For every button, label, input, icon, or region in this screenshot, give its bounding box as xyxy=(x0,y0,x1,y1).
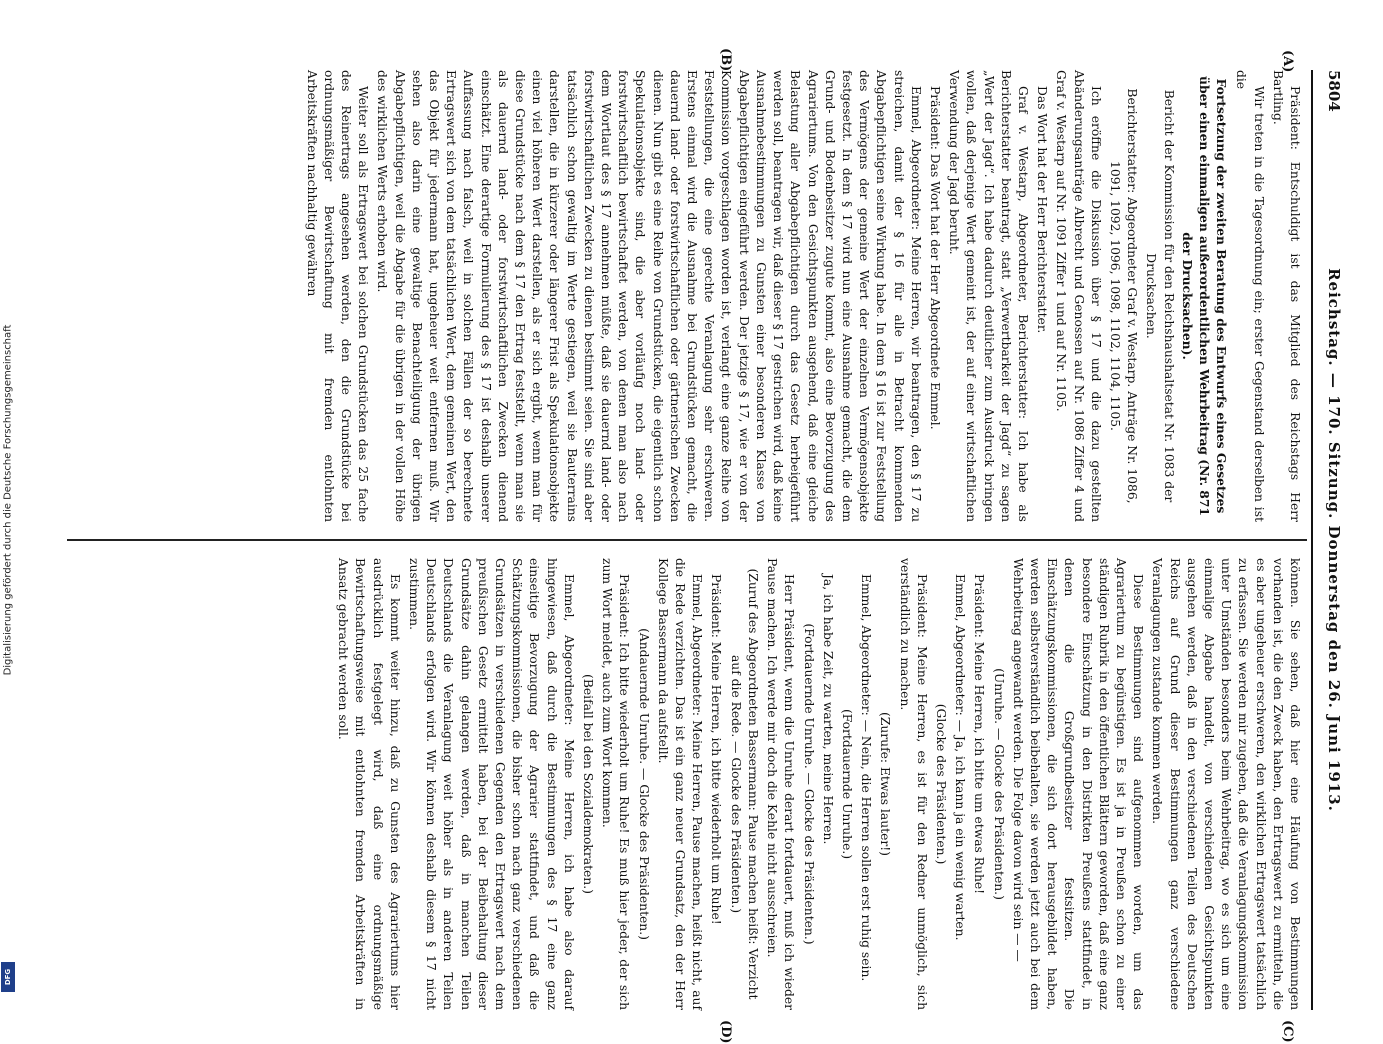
column-divider xyxy=(67,539,1307,541)
right-column xyxy=(332,558,1303,1010)
margin-mark-d: (D) xyxy=(718,1020,733,1044)
interjection: (Beifall bei den Sozialdemokraten.) xyxy=(581,674,596,894)
margin-mark-c: (C) xyxy=(1280,1020,1295,1043)
interjection: (Glocke des Präsidenten.) xyxy=(933,703,948,865)
paragraph: Weiter soll als Ertragswert bei solchen Grundstücken das 25 fache des Reinertrags angesehen werden, den die Grundstücke bei ordnungsmäßiger Bewirtschaftung mit fremden entlohnten Arbeitskräften nachhaltig gewähren xyxy=(304,70,371,522)
paragraph: Berichterstatter: Abgeordneter Graf v. Westarp. Anträge Nr. 1086, 1091, 1092, 1096, 1098, 1102, 1104, 1105. xyxy=(1107,88,1140,504)
running-title: Reichstag. — 170. Sitzung. Donnerstag den 26. Juni 1913. xyxy=(1325,268,1343,812)
paragraph: Präsident: Meine Herren, ich bitte wiederholt um Ruhe! xyxy=(709,574,724,925)
paragraph: Wir treten in die Tagesordnung ein; erster Gegenstand derselben ist die xyxy=(1234,70,1266,522)
interjection: (Unruhe. — Glocke des Präsidenten.) xyxy=(991,668,1006,900)
margin-mark-b: (B) xyxy=(718,48,733,72)
paragraph: Diese Bestimmungen sind aufgenommen worden, um das Agrariertum zu begünstigen. Es ist ja in Preußen schon zu einer ständigen Rubrik in den öffentlichen Blättern geworden, daß eine ganz besondere Einschätzung in den Distrikten Preußens stattfindet, in denen die Großgrundbesitzer festsitzen. Die Einschätzungskommissionen, die sich dort herausgebildet haben, werden selbstverständlich beibehalten, sie werden jetzt auch bei dem Wehrbeitrag angewandt werden. Die Folge davon wird sein — — xyxy=(1010,558,1146,1010)
digitization-strip xyxy=(0,0,16,1000)
paragraph: Präsident: Meine Herren, ich bitte um etwas Ruhe! xyxy=(972,574,987,895)
margin-mark-a: (A) xyxy=(1280,50,1295,73)
paragraph: Emmel, Abgeordneter: Meine Herren, Pause machen, heißt nicht, auf die Rede verzichten. Das ist ein ganz neuer Grundsatz, den der Herr Kollege Bassermann da aufstellt. xyxy=(655,558,705,1010)
paragraph: Es kommt weiter hinzu, daß zu Gunsten des Agrariertums hier ausdrücklich festgelegt wird, daß eine ordnungsmäßige Bewirtschaftungsweise mit entlohnten fremden Arbeitskräften in Ansatz gebracht werden soll. xyxy=(336,558,402,1010)
paragraph: Ja, ich habe Zeit, zu warten, meine Herren. xyxy=(820,574,835,845)
paragraph: Bericht der Kommission für den Reichshaushaltsetat Nr. 1083 der Drucksachen. xyxy=(1144,89,1176,503)
paragraph: Emmel, Abgeordneter: Meine Herren, ich habe also darauf hingewiesen, daß durch die Bestimmungen des § 17 eine ganz einseitige Bevorzugung der Agrarier stattfindet, und daß die Schätzungskommissionen, die bisher schon nach ganz verschiedenen Grundsätzen in verschiedenen Gegenden den Ertragswert nach dem preußischen Gesetz ermittelt haben, bei der Beibehaltung dieser Grundsätze dahin gelangen werden, daß in manchen Teilen Deutschlands die Veranlagung weit höher als in anderen Teilen Deutschlands erfolgen wird. Wir können deshalb diesem § 17 nicht zustimmen. xyxy=(407,558,576,1010)
agenda-item: Fortsetzung der zweiten Beratung des Entwurfs eines Gesetzes über einen einmaligen außerordentlichen Wehrbeitrag (Nr. 871 der Drucksachen). xyxy=(1179,76,1230,516)
paragraph: Graf v. Westarp, Abgeordneter, Berichterstatter: Ich habe als Berichterstatter beantragt, statt „Verwertbarkeit der Jagd“ zu sagen „Wert der Jagd“. Ich habe dadurch deutlicher zum Ausdruck bringen wollen, daß derjenige Wert gemeint ist, der auf einer wirtschaftlichen Verwendung der Jagd beruht. xyxy=(947,70,1030,522)
interjection: (Fortdauernde Unruhe.) xyxy=(839,708,854,860)
dfg-logo: DFG xyxy=(1,962,15,992)
interjection: (Andauernde Unruhe. — Glocke des Präsidenten.) xyxy=(636,628,651,940)
paragraph: können. Sie sehen, daß hier eine Häufung von Bestimmungen vorhanden ist, die den Zweck haben, den Ertragswert zu ermitteln, die es aber ungeheuer erschweren, den wirklichen Ertragswert tatsächlich zu erfassen. Sie werden mir zugeben, daß die Veranlagungskommission unter Umständen besonders beim Wehrbeitrag, wo es sich um eine einmalige Abgabe handelt, von verschiedenen Gesichtspunkten ausgehen werden, daß in den verschiedenen Teilen des Deutschen Reichs auf Grund dieser Bestimmungen ganz verschiedene Veranlagungen zustande kommen werden. xyxy=(1150,558,1302,1010)
page-header xyxy=(1311,70,1353,1010)
paragraph: Präsident: Ich bitte wiederholt um Ruhe! Es muß hier jeder, der sich zum Wort meldet, auch zum Wort kommen. xyxy=(600,558,632,1010)
paragraph: Präsident: Das Wort hat der Herr Abgeordnete Emmel. xyxy=(927,86,942,430)
page-number: 5804 xyxy=(1325,70,1343,112)
paragraph: Präsident: Meine Herren, es ist für den Redner unmöglich, sich verständlich zu machen. xyxy=(897,558,929,1010)
paragraph: Ich eröffne die Diskussion über § 17 und die dazu gestellten Abänderungsanträge Albrecht und Genossen auf Nr. 1086 Ziffer 4 und Graf v. Westarp auf Nr. 1091 Ziffer 1 und auf Nr. 1105. xyxy=(1054,70,1103,522)
interjection: (Zurufe: Etwas lauter!) xyxy=(878,712,893,856)
paragraph: Herr Präsident, wenn die Unruhe derart fortdauert, muß ich wieder Pause machen. Ich werde mir doch die Kehle nicht ausschreien. xyxy=(765,558,797,1010)
interjection: (Zuruf des Abgeordneten Bassermann: Pause machen heißt: Verzicht auf die Rede. — Glocke des Präsidenten.) xyxy=(728,568,760,1000)
digitization-credit: Digitalisierung gefördert durch die Deutsche Forschungsgemeinschaft xyxy=(2,324,14,676)
paragraph: Das Wort hat der Herr Berichterstatter. xyxy=(1035,86,1050,334)
left-column xyxy=(300,70,1303,522)
paragraph: Emmel, Abgeordneter: — Ja, ich kann ja ein wenig warten. xyxy=(953,574,968,941)
rotated-page xyxy=(63,48,1353,1044)
interjection: (Fortdauernde Unruhe. — Glocke des Präsidenten.) xyxy=(801,623,816,945)
paragraph: Emmel, Abgeordneter: — Nein, die Herren sollen erst ruhig sein. xyxy=(859,574,874,982)
paragraph: Präsident: Entschuldigt ist das Mitglied des Reichstags Herr Bartling. xyxy=(1270,70,1302,522)
paragraph: Emmel, Abgeordneter: Meine Herren, wir beantragen, den § 17 zu streichen, damit der § 16 für alle in Betracht kommenden Abgabepflichtigen seine Wirkung habe. In dem § 16 ist zur Feststellung des Vermögens der gemeine Wert der einzelnen Vermögensobjekte festgesetzt. In dem § 17 wird nun eine Ausnahme gemacht, die dem Grund- und Bodenbesitzer zugute kommt, also eine Bevorzugung des Agrariertums. Von den Gesichtspunkten ausgehend, daß eine gleiche Belastung aller Abgabepflichtigen durch das Gesetz herbeigeführt werden soll, beantragen wir, daß dieser § 17 gestrichen wird, daß keine Ausnahmebestimmungen zu Gunsten einer besonderen Klasse von Abgabepflichtigen eingeführt werden. Der jetzige § 17, wie er von der Kommission vorgeschlagen worden ist, verlangt eine ganze Reihe von Feststellungen, die eine gerechte Veranlagung sehr erschweren. Erstens einmal wird die Ausnahme bei Grundstücken gemacht, die dauernd land- oder forstwirtschaftlichen oder gärtnerischen Zwecken dienen. Nun gibt es eine Reihe von Grundstücken, die eigentlich schon Spekulationsobjekte sind, die aber vorläufig noch land- oder forstwirtschaftlich bewirtschaftet werden, von denen man also nach dem Wortlaut des § 17 annehmen müßte, daß sie dauernd land- oder forstwirtschaftlichen Zwecken zu dienen bestimmt seien. Sie sind aber tatsächlich schon gewaltig im Werte gestiegen, weil sie Bauterrains darstellen, die in kürzerer oder längerer Frist als Spekulationsobjekte einen viel höheren Wert darstellen, als er sich ergibt, wenn man für diese Grundstücke nach dem § 17 den Ertrag feststellt, wenn man sie als dauernd land- oder forstwirtschaftlichen Zwecken dienend einschätzt. Eine derartige Formulierung des § 17 ist deshalb unserer Auffassung nach falsch, weil in solchen Fällen der so berechnete Ertragswert sich von dem tatsächlichen Wert, dem gemeinen Wert, den das Objekt für jedermann hat, ungeheuer weit entfernen muß. Wir sehen also darin eine gewaltige Benachteiligung der übrigen Abgabepflichtigen, weil die Abgabe für die übrigen in der vollen Höhe des wirklichen Werts erhoben wird. xyxy=(375,70,923,522)
